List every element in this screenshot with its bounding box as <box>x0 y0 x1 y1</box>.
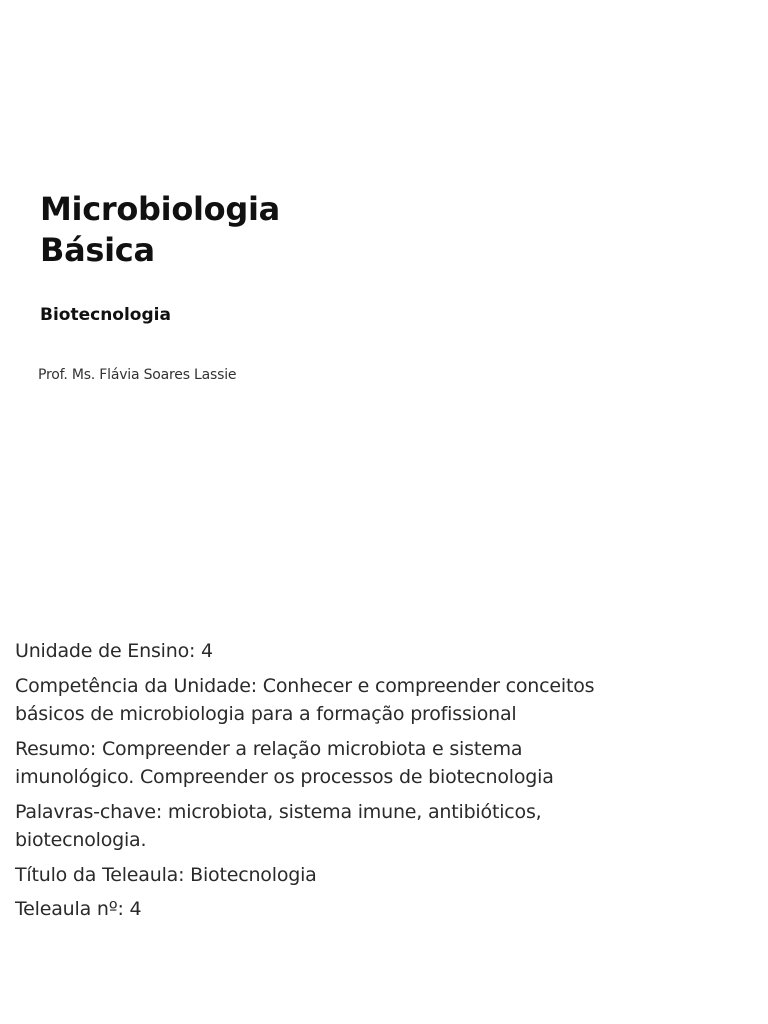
info-teleaula-numero: Teleaula nº: 4 <box>15 898 142 920</box>
title-line-2: Básica <box>40 231 155 269</box>
info-palavras-chave <box>15 798 715 855</box>
info-resumo-line-1: Resumo: Compreender a relação microbiota e sistema <box>15 737 523 760</box>
info-resumo <box>15 735 715 792</box>
info-palavras-line-1: Palavras-chave: microbiota, sistema imune, antibióticos, <box>15 800 542 823</box>
info-palavras-line-2: biotecnologia. <box>15 829 147 851</box>
page-title <box>40 189 280 271</box>
info-competencia-line-2: básicos de microbiologia para a formação profissional <box>15 703 517 725</box>
subtitle: Biotecnologia <box>40 305 171 325</box>
author-name: Prof. Ms. Flávia Soares Lassie <box>38 367 237 383</box>
info-resumo-line-2: imunológico. Compreender os processos de biotecnologia <box>15 766 554 788</box>
info-competencia-line-1: Competência da Unidade: Conhecer e compreender conceitos <box>15 674 595 697</box>
info-unidade: Unidade de Ensino: 4 <box>15 640 213 662</box>
info-competencia <box>15 672 715 729</box>
title-line-1: Microbiologia <box>40 190 280 228</box>
course-info-list <box>15 637 715 930</box>
info-titulo-teleaula: Título da Teleaula: Biotecnologia <box>15 863 317 886</box>
